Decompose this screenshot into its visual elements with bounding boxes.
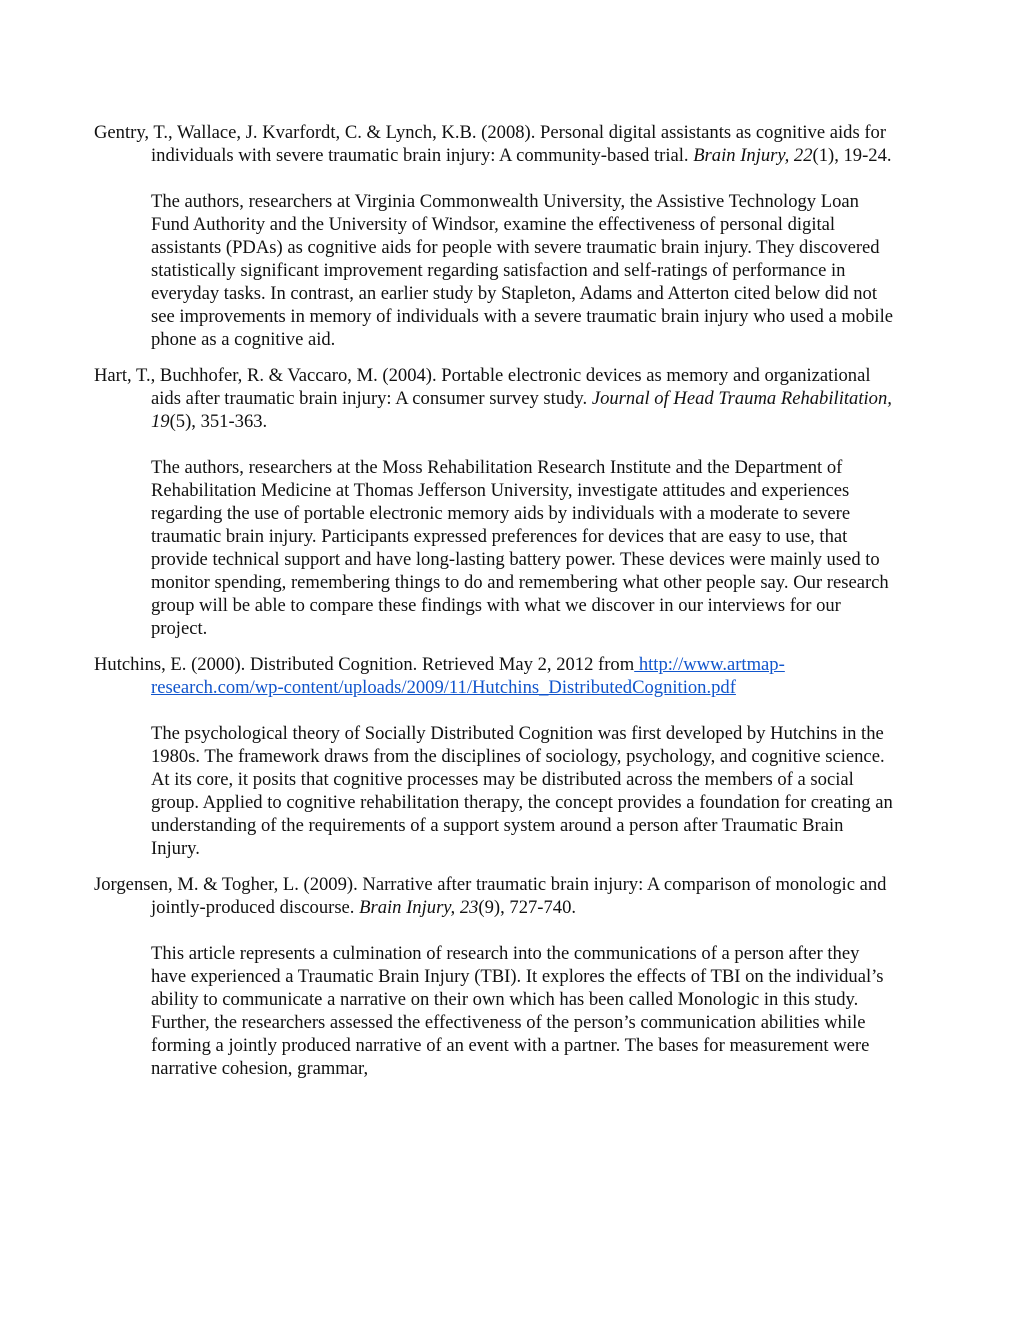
source-url-link[interactable]: http://www.artmap-research.com/wp-content/uploads/2009/11/Hutchins_DistributedCognition.pdf (151, 654, 785, 698)
citation-text: Jorgensen, M. & Togher, L. (2009). Narrative after traumatic brain injury: A comparison of monologic and jointly-produced discourse. (94, 874, 887, 918)
citation-volume-pages: (1), 19-24. (812, 145, 892, 166)
document-page (94, 121, 894, 1093)
annotation-paragraph: The psychological theory of Socially Distributed Cognition was first developed by Hutchins in the 1980s. The framework draws from the disciplines of sociology, psychology, and cognitive science. At its core, it posits that cognitive processes may be distributed across the members of a social group. Applied to cognitive rehabilitation therapy, the concept provides a foundation for creating an understanding of the requirements of a support system around a person after Traumatic Brain Injury. (151, 723, 893, 859)
annotation-paragraph: The authors, researchers at the Moss Rehabilitation Research Institute and the Department of Rehabilitation Medicine at Thomas Jefferson University, investigate attitudes and experiences regarding the use of portable electronic memory aids by individuals with a moderate to severe traumatic brain injury. Participants expressed preferences for devices that are easy to use, that provide technical support and have long-lasting battery power. These devices were mainly used to monitor spending, remembering things to do and remembering what other people say. Our research group will be able to compare these findings with what we discover in our interviews for our project. (151, 457, 889, 639)
reference-entry-hart (94, 364, 894, 640)
journal-title: Journal of Head Trauma Rehabilitation, 19 (151, 388, 892, 432)
reference-entry-jorgensen (94, 873, 894, 1080)
citation-text: Hart, T., Buchhofer, R. & Vaccaro, M. (2004). Portable electronic devices as memory and organizational aids after traumatic brain injury: A consumer survey study. (94, 365, 871, 409)
journal-title: Brain Injury, 22 (693, 145, 813, 166)
annotation-paragraph: The authors, researchers at Virginia Commonwealth University, the Assistive Technology Loan Fund Authority and the University of Windsor, examine the effectiveness of personal digital assistants (PDAs) as cognitive aids for people with severe traumatic brain injury. They discovered statistically significant improvement regarding satisfaction and self-ratings of performance in everyday tasks. In contrast, an earlier study by Stapleton, Adams and Atterton cited below did not see improvements in memory of individuals with a severe traumatic brain injury who used a mobile phone as a cognitive aid. (151, 191, 894, 350)
reference-entry-gentry (94, 121, 894, 351)
citation-text: Gentry, T., Wallace, J. Kvarfordt, C. & Lynch, K.B. (2008). Personal digital assistants as cognitive aids for individuals with severe traumatic brain injury: A community-based trial. (94, 122, 887, 166)
citation (94, 364, 894, 433)
citation-volume-pages: (5), 351-363. (169, 411, 268, 432)
citation-text: Hutchins, E. (2000). Distributed Cognition. Retrieved May 2, 2012 from (94, 654, 635, 675)
reference-entry-hutchins (94, 653, 894, 860)
citation-volume-pages: (9), 727-740. (478, 897, 577, 918)
citation (94, 653, 894, 699)
citation (94, 121, 894, 167)
citation (94, 873, 894, 919)
annotation-paragraph: This article represents a culmination of research into the communications of a person after they have experienced a Traumatic Brain Injury (TBI). It explores the effects of TBI on the individual’s ability to communicate a narrative on their own which has been called Monologic in this study. Further, the researchers assessed the effectiveness of the person’s communication abilities while forming a jointly produced narrative of an event with a partner. The bases for measurement were narrative cohesion, grammar, (151, 943, 884, 1079)
journal-title: Brain Injury, 23 (359, 897, 479, 918)
